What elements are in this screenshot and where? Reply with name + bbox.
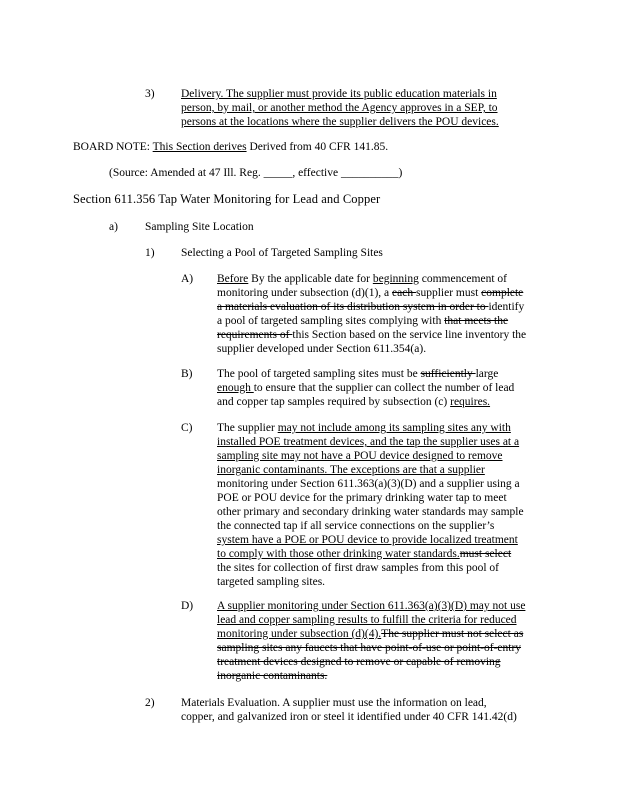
text-run: the sites for collection of first draw samples from this pool of [217, 562, 500, 574]
inserted-text: lead and copper sampling results to fulfill the criteria for reduced [217, 614, 517, 626]
text-line [217, 343, 426, 356]
deleted-text: treatment devices designed to remove or capable of removing [217, 656, 501, 668]
paragraph-1-title: Selecting a Pool of Targeted Sampling Sites [181, 247, 383, 259]
inserted-text: A supplier monitoring under Section 611.363(a)(3)(D) may not use [217, 600, 526, 612]
text-run: The supplier [217, 422, 278, 434]
text-line [217, 614, 517, 627]
inserted-text: installed POE treatment devices, and the tap the supplier uses at a [217, 436, 520, 448]
text-line [217, 382, 514, 395]
subparagraph-D-number: D) [181, 600, 194, 612]
inserted-text: system have a POE or POU device to provide localized treatment [217, 534, 518, 546]
text-run: this Section based on the service line inventory the [292, 329, 527, 341]
text-line [217, 396, 490, 409]
text-line [217, 464, 485, 477]
paragraph-1-number: 1) [145, 247, 155, 259]
inserted-text: beginning [372, 273, 419, 285]
inserted-text: This Section derives [152, 141, 247, 153]
text-run: and copper tap samples required by subsection (c) [217, 396, 451, 408]
inserted-text: may not include among its sampling sites any with [277, 422, 511, 434]
inserted-text: persons at the locations where the supplier delivers the POU devices. [181, 116, 499, 128]
inserted-text: enough [217, 382, 254, 394]
text-line [217, 562, 499, 575]
text-line [217, 534, 518, 547]
text-line [217, 436, 519, 449]
source-note: (Source: Amended at 47 Ill. Reg. _____, effective __________) [109, 167, 403, 179]
text-line [217, 478, 520, 491]
text-run: supplier developed under Section 611.354(a). [217, 343, 427, 355]
deleted-text: that meets the [444, 315, 509, 327]
deleted-text: complete [481, 287, 524, 299]
deleted-text: sufficiently [420, 368, 476, 380]
text-run: large [475, 368, 499, 380]
inserted-text: Before [217, 273, 249, 285]
inserted-text: monitoring under subsection (d)(4). [217, 628, 382, 640]
text-run: BOARD NOTE: [73, 141, 153, 153]
paragraph-2-line-2: copper, and galvanized iron or steel it identified under 40 CFR 141.42(d) [181, 711, 517, 723]
deleted-text: must select [459, 548, 512, 560]
text-line [217, 492, 507, 505]
deleted-text: each [392, 287, 416, 299]
text-run: commencement of [418, 273, 507, 285]
inserted-text: sampling site may not have a POU device designed to remove [217, 450, 503, 462]
text-line [217, 422, 511, 435]
text-run: targeted sampling sites. [217, 576, 326, 588]
inserted-text: requires. [450, 396, 491, 408]
text-line [217, 600, 525, 613]
text-run: a pool of targeted sampling sites complying with [217, 315, 445, 327]
text-run: identify [488, 301, 525, 313]
text-line [217, 656, 501, 669]
text-line [217, 329, 526, 342]
text-run: monitoring under Section 611.363(a)(3)(D) and a supplier using a [217, 478, 520, 490]
deleted-text: a materials evaluation of its distribution system in order to [217, 301, 489, 313]
inserted-text: person, by mail, or another method the Agency approves in a SEP, to [181, 102, 498, 114]
text-run: By the applicable date for [248, 273, 373, 285]
text-run: other primary and secondary drinking water standards may sample [217, 506, 524, 518]
text-line [217, 450, 503, 463]
subparagraph-A-number: A) [181, 273, 194, 285]
text-run: POE or POU device for the primary drinking water tap to meet [217, 492, 507, 504]
deleted-text: requirements of [217, 329, 293, 341]
text-line [217, 368, 498, 381]
paragraph-2-line-1: Materials Evaluation. A supplier must use the information on lead, [181, 697, 487, 709]
deleted-text: The supplier must not select as [381, 628, 524, 640]
text-line [217, 628, 523, 641]
text-line [181, 116, 499, 129]
text-run: supplier must [415, 287, 482, 299]
text-line [217, 301, 524, 314]
text-line [181, 102, 498, 115]
text-run: The pool of targeted sampling sites must be [217, 368, 421, 380]
text-run: to ensure that the supplier can collect the number of lead [253, 382, 515, 394]
section-heading: Section 611.356 Tap Water Monitoring for Lead and Copper [73, 192, 381, 206]
text-line [217, 642, 521, 655]
inserted-text: to comply with those other drinking water standards. [217, 548, 460, 560]
text-run: Derived from 40 CFR 141.85. [246, 141, 389, 153]
subparagraph-C-number: C) [181, 422, 193, 434]
deleted-text: sampling sites any faucets that have point-of-use or point-of-entry [217, 642, 522, 654]
subparagraph-B-number: B) [181, 368, 193, 380]
text-line [217, 315, 508, 328]
inserted-text: Delivery. The supplier must provide its public education materials in [181, 88, 497, 100]
subsection-a-title: Sampling Site Location [145, 221, 254, 233]
text-line [73, 141, 388, 154]
text-line [181, 88, 497, 101]
text-line [217, 670, 327, 683]
item-number-3: 3) [145, 88, 155, 100]
inserted-text: inorganic contaminants. The exceptions are that a supplier [217, 464, 485, 476]
deleted-text: inorganic contaminants. [217, 670, 328, 682]
text-run: monitoring under subsection (d)(1), a [217, 287, 393, 299]
text-line [217, 287, 523, 300]
text-line [217, 548, 511, 561]
text-run: the connected tap if all service connections on the supplier’s [217, 520, 495, 532]
text-line [217, 576, 325, 589]
subsection-a-number: a) [109, 221, 118, 233]
paragraph-2-number: 2) [145, 697, 155, 709]
text-line [217, 273, 507, 286]
text-line [217, 520, 494, 533]
text-line [217, 506, 524, 519]
